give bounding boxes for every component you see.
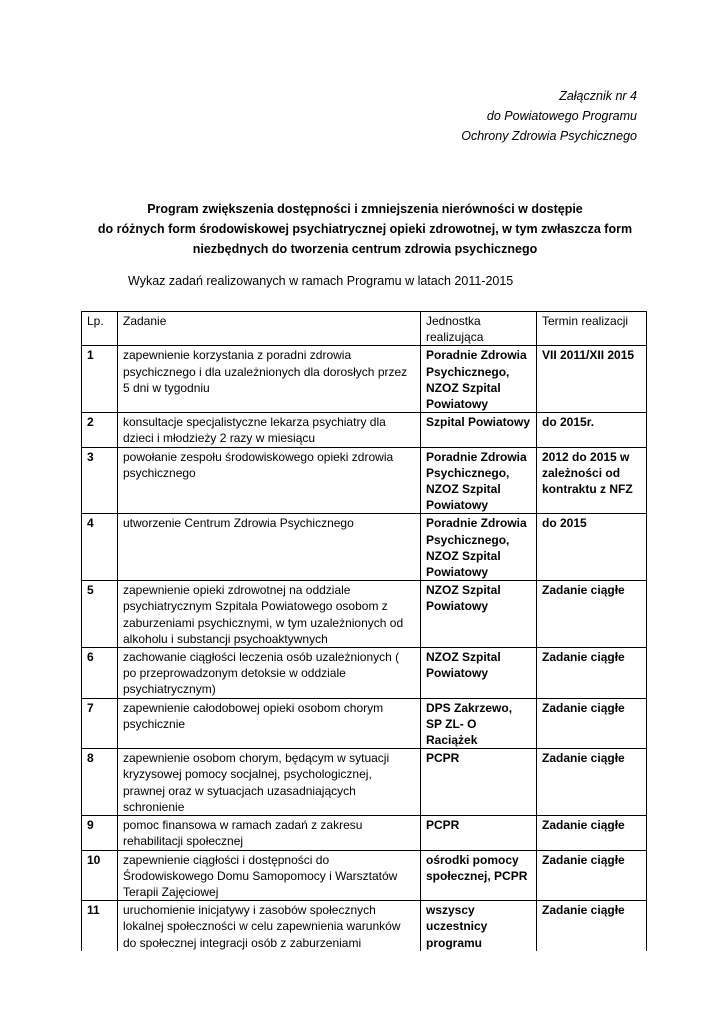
row-term: Zadanie ciągłe	[537, 698, 647, 749]
table-header-row	[82, 312, 647, 346]
row-task: uruchomienie inicjatywy i zasobów społecznych lokalnej społeczności w celu zapewnienia warunków do społecznej integracji osób z zaburzeniami	[118, 901, 421, 951]
table-row	[82, 648, 647, 699]
row-unit: PCPR	[421, 749, 537, 816]
row-unit: wszyscy uczestnicy programu	[421, 901, 537, 951]
table-row	[82, 346, 647, 413]
row-unit: Szpital Powiatowy	[421, 413, 537, 447]
row-unit: NZOZ Szpital Powiatowy	[421, 648, 537, 699]
row-term: Zadanie ciągłe	[537, 749, 647, 816]
header-task: Zadanie	[118, 312, 421, 346]
annex-line-1: Załącznik nr 4	[559, 89, 637, 103]
row-task: zapewnienie osobom chorym, będącym w sytuacji kryzysowej pomocy socjalnej, psychologicznej, prawnej oraz w sytuacjach uzasadniających schronienie	[118, 749, 421, 816]
row-unit: Poradnie Zdrowia Psychicznego, NZOZ Szpital Powiatowy	[421, 346, 537, 413]
row-term: 2012 do 2015 w zależności od kontraktu z NFZ	[537, 447, 647, 514]
row-lp: 5	[82, 581, 118, 648]
table-row	[82, 581, 647, 648]
row-lp: 6	[82, 648, 118, 699]
row-unit: DPS Zakrzewo, SP ZL- O Raciążek	[421, 698, 537, 749]
row-task: powołanie zespołu środowiskowego opieki zdrowia psychicznego	[118, 447, 421, 514]
title-line-2: do różnych form środowiskowej psychiatrycznej opieki zdrowotnej, w tym zwłaszcza form	[97, 222, 633, 236]
row-task: pomoc finansowa w ramach zadań z zakresu rehabilitacji społecznej	[118, 816, 421, 850]
table-row	[82, 447, 647, 514]
annex-note	[461, 86, 637, 146]
row-lp: 4	[82, 514, 118, 581]
row-unit: Poradnie Zdrowia Psychicznego, NZOZ Szpital Powiatowy	[421, 514, 537, 581]
row-term: Zadanie ciągłe	[537, 816, 647, 850]
row-task: zapewnienie opieki zdrowotnej na oddziale psychiatrycznym Szpitala Powiatowego osobom z zaburzeniami psychicznymi, w tym uzależnionych od alkoholu i substancji psychoaktywnych	[118, 581, 421, 648]
row-task: zapewnienie ciągłości i dostępności do Środowiskowego Domu Samopomocy i Warsztatów Terapii Zajęciowej	[118, 850, 421, 901]
row-lp: 2	[82, 413, 118, 447]
row-lp: 11	[82, 901, 118, 951]
annex-line-2: do Powiatowego Programu	[486, 109, 637, 123]
row-task: zachowanie ciągłości leczenia osób uzależnionych ( po przeprowadzonym detoksie w oddziale psychiatrycznym)	[118, 648, 421, 699]
table-row	[82, 698, 647, 749]
row-term: do 2015	[537, 514, 647, 581]
row-task: konsultacje specjalistyczne lekarza psychiatry dla dzieci i młodzieży 2 razy w miesiącu	[118, 413, 421, 447]
tasks-table	[81, 311, 647, 951]
row-task: utworzenie Centrum Zdrowia Psychicznego	[118, 514, 421, 581]
header-lp: Lp.	[82, 312, 118, 346]
row-term: Zadanie ciągłe	[537, 901, 647, 951]
table-row	[82, 749, 647, 816]
table-row	[82, 901, 647, 951]
row-term: Zadanie ciągłe	[537, 648, 647, 699]
row-lp: 1	[82, 346, 118, 413]
row-unit: Poradnie Zdrowia Psychicznego, NZOZ Szpital Powiatowy	[421, 447, 537, 514]
row-term: VII 2011/XII 2015	[537, 346, 647, 413]
row-lp: 10	[82, 850, 118, 901]
row-lp: 7	[82, 698, 118, 749]
row-term: Zadanie ciągłe	[537, 581, 647, 648]
header-unit: Jednostka realizująca	[421, 312, 537, 346]
row-term: Zadanie ciągłe	[537, 850, 647, 901]
table-row	[82, 413, 647, 447]
row-task: zapewnienie korzystania z poradni zdrowia psychicznego i dla uzależnionych dla dorosłych przez 5 dni w tygodniu	[118, 346, 421, 413]
row-term: do 2015r.	[537, 413, 647, 447]
header-term: Termin realizacji	[537, 312, 647, 346]
annex-line-3: Ochrony Zdrowia Psychicznego	[461, 129, 637, 143]
table-row	[82, 850, 647, 901]
row-unit: NZOZ Szpital Powiatowy	[421, 581, 537, 648]
document-subtitle: Wykaz zadań realizowanych w ramach Programu w latach 2011-2015	[128, 274, 514, 288]
title-line-3: niezbędnych do tworzenia centrum zdrowia psychicznego	[192, 242, 538, 256]
row-task: zapewnienie całodobowej opieki osobom chorym psychicznie	[118, 698, 421, 749]
title-line-1: Program zwiększenia dostępności i zmniejszenia nierówności w dostępie	[147, 202, 583, 216]
document-title	[80, 199, 650, 259]
row-lp: 8	[82, 749, 118, 816]
table-row	[82, 514, 647, 581]
row-unit: PCPR	[421, 816, 537, 850]
table-row	[82, 816, 647, 850]
row-lp: 9	[82, 816, 118, 850]
row-unit: ośrodki pomocy społecznej, PCPR	[421, 850, 537, 901]
row-lp: 3	[82, 447, 118, 514]
